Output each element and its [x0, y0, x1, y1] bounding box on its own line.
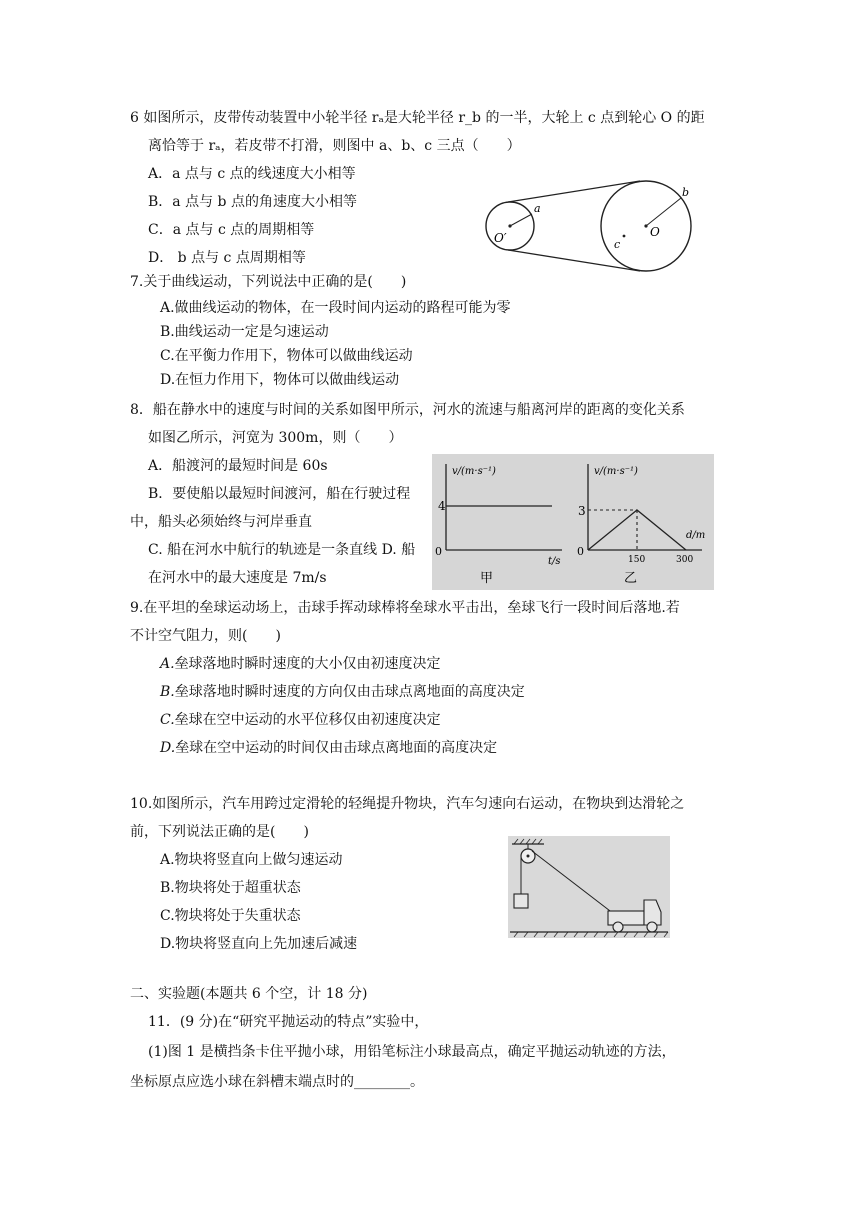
- q10-option-b: B.物块将处于超重状态: [160, 880, 301, 896]
- q7-stem: 7.关于曲线运动，下列说法中正确的是( ): [130, 274, 407, 290]
- river-graphs-figure: [432, 454, 714, 590]
- q7-option-b: B.曲线运动一定是匀速运动: [160, 324, 329, 340]
- left-origin: 0: [435, 545, 442, 558]
- right-caption: 乙: [624, 571, 638, 586]
- q6-option-d: D． b 点与 c 点周期相等: [148, 250, 306, 266]
- q9-stem-line1: 9.在平坦的垒球运动场上，击球手挥动球棒将垒球水平击出，垒球飞行一段时间后落地.若: [130, 600, 680, 616]
- pulley-truck-figure: [508, 836, 670, 938]
- q6-option-a: A．a 点与 c 点的线速度大小相等: [148, 166, 356, 182]
- q9-text-d: 垒球在空中运动的时间仅由击球点离地面的高度决定: [175, 740, 498, 756]
- q9-letter-d: D.: [160, 740, 176, 756]
- q10-option-a: A.物块将竖直向上做匀速运动: [160, 852, 343, 868]
- q10-stem-line2: 前，下列说法正确的是( ): [130, 824, 309, 840]
- q9-text-b: 垒球落地时瞬时速度的方向仅由击球点离地面的高度决定: [174, 684, 525, 700]
- q10-option-d: D.物块将竖直向上先加速后减速: [160, 936, 358, 952]
- label-b: b: [682, 186, 690, 199]
- left-ylabel: v/(m·s⁻¹): [452, 466, 496, 477]
- label-c: c: [614, 238, 621, 251]
- q9-stem-line2: 不计空气阻力，则( ): [130, 628, 281, 644]
- q6-stem-line2: 离恰等于 rₐ，若皮带不打滑，则图中 a、b、c 三点（ ）: [148, 138, 521, 154]
- q10-option-c: C.物块将处于失重状态: [160, 908, 301, 924]
- q8-stem-line1: 8．船在静水中的速度与时间的关系如图甲所示，河水的流速与船离河岸的距离的变化关系: [130, 402, 685, 418]
- q7-option-c: C.在平衡力作用下，物体可以做曲线运动: [160, 348, 413, 364]
- q9-text-a: 垒球落地时瞬时速度的大小仅由初速度决定: [174, 656, 441, 672]
- q6-option-b: B．a 点与 b 点的角速度大小相等: [148, 194, 357, 210]
- q7-option-a: A.做曲线运动的物体，在一段时间内运动的路程可能为零: [160, 300, 511, 316]
- q11-part1-line2: 坐标原点应选小球在斜槽末端点时的________。: [130, 1074, 424, 1090]
- q10-stem-line1: 10.如图所示，汽车用跨过定滑轮的轻绳提升物块，汽车匀速向右运动，在物块到达滑轮之: [130, 796, 685, 812]
- q9-option-b: [160, 682, 525, 702]
- q9-text-c: 垒球在空中运动的水平位移仅由初速度决定: [174, 712, 441, 728]
- belt-drive-figure: [470, 180, 700, 276]
- q8-option-c-line1: C. 船在河水中航行的轨迹是一条直线 D. 船: [148, 542, 416, 558]
- right-x-300: 300: [676, 555, 694, 565]
- q9-option-d: [160, 738, 497, 758]
- left-caption: 甲: [480, 571, 494, 586]
- label-o: O: [650, 225, 660, 239]
- left-y-value: 4: [438, 499, 446, 513]
- right-ylabel: v/(m·s⁻¹): [594, 466, 638, 477]
- q9-letter-a: A.: [160, 656, 175, 672]
- q9-letter-c: C.: [160, 712, 175, 728]
- label-a: a: [534, 202, 541, 215]
- q7-option-d: D.在恒力作用下，物体可以做曲线运动: [160, 372, 400, 388]
- right-origin: 0: [577, 545, 584, 558]
- left-xlabel: t/s: [548, 556, 561, 567]
- q8-stem-line2: 如图乙所示，河宽为 300m，则（ ）: [148, 430, 403, 446]
- q9-letter-b: B.: [160, 684, 175, 700]
- right-y-value: 3: [578, 504, 586, 518]
- q11-stem: 11．(9 分)在“研究平抛运动的特点”实验中，: [148, 1014, 429, 1030]
- label-o-prime: O′: [494, 231, 507, 245]
- right-xlabel: d/m: [686, 530, 706, 541]
- q9-option-a: [160, 654, 441, 674]
- q8-option-b-line2: 中，船头必须始终与河岸垂直: [130, 514, 312, 530]
- right-x-150: 150: [628, 555, 646, 565]
- q9-option-c: [160, 710, 441, 730]
- q8-option-c-line2: 在河水中的最大速度是 7m/s: [148, 570, 327, 586]
- q8-option-a: A．船渡河的最短时间是 60s: [148, 458, 328, 474]
- section2-title: 二、实验题(本题共 6 个空，计 18 分): [130, 986, 368, 1002]
- q8-option-b-line1: B．要使船以最短时间渡河，船在行驶过程: [148, 486, 411, 502]
- q6-option-c: C．a 点与 c 点的周期相等: [148, 222, 315, 238]
- q11-part1-line1: (1)图 1 是横挡条卡住平抛小球，用铅笔标注小球最高点，确定平抛运动轨迹的方法，: [148, 1044, 676, 1060]
- q6-stem-line1: 6 如图所示，皮带传动装置中小轮半径 rₐ是大轮半径 r_b 的一半，大轮上 c 点到轮心 O 的距: [130, 110, 705, 126]
